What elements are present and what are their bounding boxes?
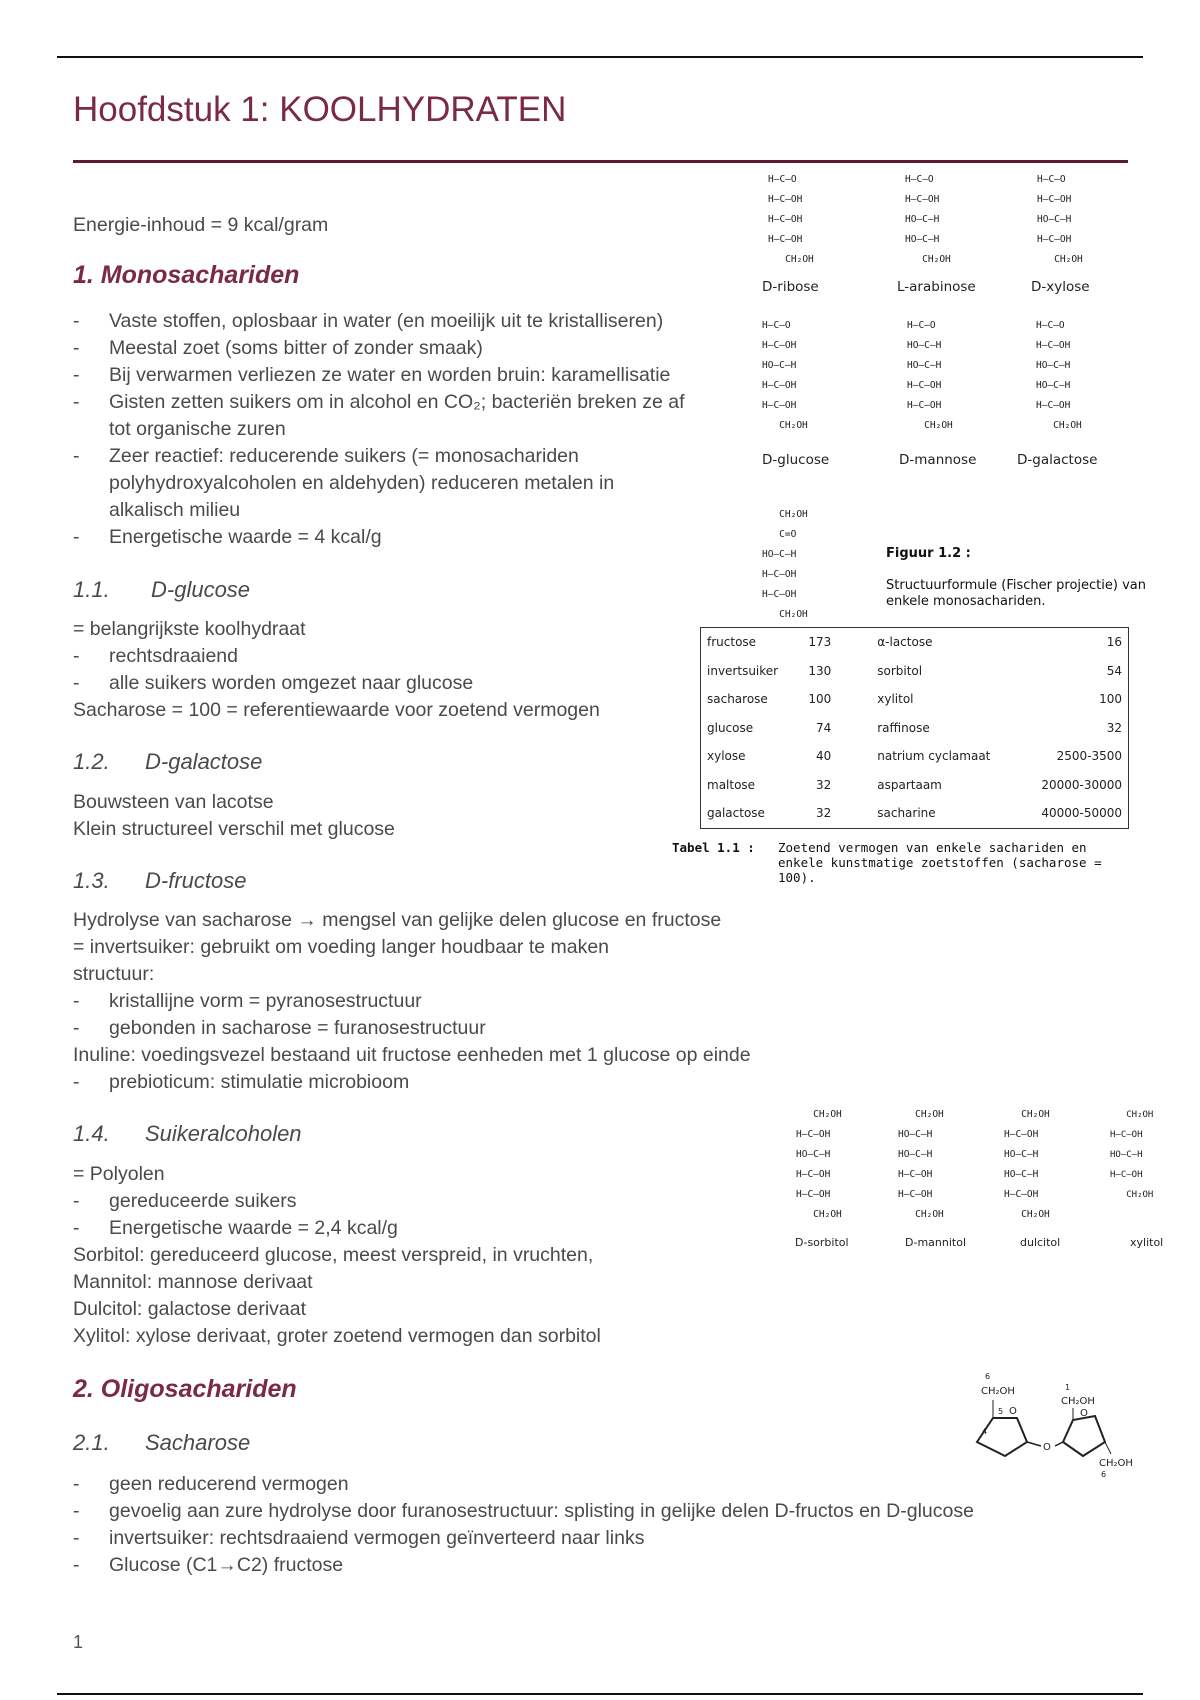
list-item: - Bij verwarmen verliezen ze water en worden bruin: karamellisatie bbox=[73, 362, 713, 389]
list-item: - geen reducerend vermogen bbox=[73, 1471, 974, 1498]
polyol-line-1: = Polyolen bbox=[73, 1163, 165, 1185]
table-cell: 74 bbox=[815, 720, 832, 735]
table-cell: 32 bbox=[815, 806, 832, 821]
list-item: - Glucose (C1→C2) fructose bbox=[73, 1552, 974, 1579]
fischer-d-glucose: H—C—O H—C—OH HO—C—H H—C—OH H—C—OH CH₂OH bbox=[762, 320, 808, 431]
table-cell: xylitol bbox=[877, 692, 914, 707]
subheading-title: Sacharose bbox=[145, 1430, 251, 1455]
list-item: - Meestal zoet (soms bitter of zonder smaak) bbox=[73, 335, 713, 362]
fischer-d-mannitol: CH₂OH HO—C—H HO—C—H H—C—OH H—C—OH CH₂OH bbox=[898, 1109, 944, 1220]
table-cell: galactose bbox=[707, 806, 765, 821]
subheading-d-glucose bbox=[73, 577, 250, 603]
table-cell: xylose bbox=[707, 749, 746, 764]
subheading-sacharose bbox=[73, 1430, 250, 1456]
table-cell: 32 bbox=[1106, 720, 1122, 735]
table-cell: maltose bbox=[707, 777, 756, 792]
sucrose-label: CH₂OH bbox=[981, 1386, 1015, 1397]
list-item: - gevoelig aan zure hydrolyse door furanosestructuur: splisting in gelijke delen D-fructos en D-glucose bbox=[73, 1498, 974, 1525]
glucose-line-1: = belangrijkste koolhydraat bbox=[73, 618, 306, 640]
galactose-line-1: Bouwsteen van lacotse bbox=[73, 791, 274, 813]
table-row bbox=[701, 628, 1129, 657]
polyol-line: Xylitol: xylose derivaat, groter zoetend vermogen dan sorbitol bbox=[73, 1325, 601, 1347]
sucrose-label: CH₂OH bbox=[1099, 1458, 1133, 1469]
table-cell: natrium cyclamaat bbox=[877, 749, 991, 764]
table-cell: 16 bbox=[1106, 635, 1122, 650]
sucrose-label: 5 bbox=[998, 1407, 1004, 1416]
table-row bbox=[701, 657, 1129, 686]
figure-caption bbox=[886, 546, 1146, 610]
table-cell: sacharine bbox=[877, 806, 936, 821]
figure-caption-label: Figuur 1.2 : bbox=[886, 546, 971, 561]
table-caption-text: Zoetend vermogen van enkele sachariden en enkele kunstmatige zoetstoffen (sacharose = 100). bbox=[778, 840, 1102, 885]
fructose-line-2: = invertsuiker: gebruikt om voeding langer houdbaar te maken bbox=[73, 936, 610, 958]
monosachariden-list bbox=[73, 308, 713, 551]
section-heading-oligosachariden: 2. Oligosachariden bbox=[73, 1375, 297, 1403]
inuline-list bbox=[73, 1069, 409, 1096]
fischer-dulcitol: CH₂OH H—C—OH HO—C—H HO—C—H H—C—OH CH₂OH bbox=[1004, 1109, 1050, 1220]
label-d-ribose: D-ribose bbox=[762, 279, 819, 295]
label-d-sorbitol: D-sorbitol bbox=[795, 1236, 849, 1249]
subheading-title: D-galactose bbox=[145, 749, 263, 774]
subheading-suikeralcoholen bbox=[73, 1121, 302, 1147]
sucrose-label: O bbox=[1080, 1408, 1088, 1419]
list-item: - gereduceerde suikers bbox=[73, 1188, 398, 1215]
sacharose-list bbox=[73, 1471, 974, 1579]
fischer-d-mannose: H—C—O HO—C—H HO—C—H H—C—OH H—C—OH CH₂OH bbox=[907, 320, 953, 431]
list-item: - prebioticum: stimulatie microbioom bbox=[73, 1069, 409, 1096]
fischer-d-ribose: H—C—O H—C—OH H—C—OH H—C—OH CH₂OH bbox=[768, 174, 814, 265]
sucrose-label: 4 bbox=[982, 1427, 988, 1436]
list-item: - kristallijne vorm = pyranosestructuur bbox=[73, 988, 486, 1015]
table-cell: 32 bbox=[815, 777, 832, 792]
list-item: - Zeer reactief: reducerende suikers (= monosachariden polyhydroxyalcoholen en aldehyden) reduceren metalen in alkalisch milieu bbox=[73, 443, 649, 524]
fischer-fructose: CH₂OH C=O HO—C—H H—C—OH H—C—OH CH₂OH bbox=[762, 509, 808, 620]
subheading-title: D-fructose bbox=[145, 868, 247, 893]
glycosidic-bond bbox=[1027, 1442, 1041, 1446]
subheading-d-galactose bbox=[73, 749, 262, 775]
table-row bbox=[701, 685, 1129, 714]
list-item: - Vaste stoffen, oplosbaar in water (en moeilijk uit te kristalliseren) bbox=[73, 308, 713, 335]
label-dulcitol: dulcitol bbox=[1020, 1236, 1061, 1249]
glucose-list bbox=[73, 643, 473, 697]
table-cell: 100 bbox=[808, 692, 832, 707]
table-row bbox=[701, 771, 1129, 800]
sucrose-structure bbox=[965, 1370, 1150, 1485]
table-cell: sorbitol bbox=[877, 663, 923, 678]
subheading-title: D-glucose bbox=[151, 577, 251, 602]
table-cell: 130 bbox=[808, 663, 832, 678]
table-cell: 20000-30000 bbox=[1041, 777, 1122, 792]
fischer-d-xylose: H—C—O H—C—OH HO—C—H H—C—OH CH₂OH bbox=[1037, 174, 1083, 265]
fructose-line-4: Inuline: voedingsvezel bestaand uit fructose eenheden met 1 glucose op einde bbox=[73, 1044, 751, 1066]
top-rule bbox=[57, 56, 1143, 58]
sucrose-label: O bbox=[1009, 1406, 1017, 1417]
page-title: Hoofdstuk 1: KOOLHYDRATEN bbox=[73, 90, 567, 129]
table-cell: α-lactose bbox=[877, 635, 933, 650]
table-cell: glucose bbox=[707, 720, 754, 735]
table-cell: fructose bbox=[707, 635, 757, 650]
subheading-number: 1.4. bbox=[73, 1121, 110, 1146]
list-item: - alle suikers worden omgezet naar glucose bbox=[73, 670, 473, 697]
table-cell: invertsuiker bbox=[707, 663, 779, 678]
list-item: - Gisten zetten suikers om in alcohol en CO₂; bacteriën breken ze af tot organische zuren bbox=[73, 389, 689, 443]
sucrose-label: 1 bbox=[1065, 1383, 1071, 1392]
list-item: - invertsuiker: rechtsdraaiend vermogen geïnverteerd naar links bbox=[73, 1525, 974, 1552]
subheading-number: 2.1. bbox=[73, 1430, 110, 1455]
table-cell: 40 bbox=[815, 749, 832, 764]
subheading-number: 1.3. bbox=[73, 868, 110, 893]
list-item: - Energetische waarde = 4 kcal/g bbox=[73, 524, 713, 551]
polyol-line: Sorbitol: gereduceerd glucose, meest verspreid, in vruchten, bbox=[73, 1244, 594, 1266]
table-cell: sacharose bbox=[707, 692, 768, 707]
bottom-rule bbox=[57, 1693, 1143, 1695]
table-cell: 54 bbox=[1106, 663, 1122, 678]
polyol-line: Dulcitol: galactose derivaat bbox=[73, 1298, 307, 1320]
sucrose-label: 6 bbox=[985, 1372, 991, 1381]
table-row bbox=[701, 799, 1129, 828]
glycosidic-bond bbox=[1055, 1442, 1063, 1446]
fischer-d-sorbitol: CH₂OH H—C—OH HO—C—H H—C—OH H—C—OH CH₂OH bbox=[796, 1109, 842, 1220]
fructose-ring bbox=[1063, 1416, 1105, 1456]
glucose-line-2: Sacharose = 100 = referentiewaarde voor zoetend vermogen bbox=[73, 699, 600, 721]
polyol-line: Mannitol: mannose derivaat bbox=[73, 1271, 313, 1293]
subheading-number: 1.2. bbox=[73, 749, 110, 774]
fructose-line-3: structuur: bbox=[73, 963, 155, 985]
sucrose-label: CH₂OH bbox=[1061, 1396, 1095, 1407]
glucose-ring bbox=[977, 1418, 1027, 1456]
label-d-mannose: D-mannose bbox=[899, 452, 977, 468]
label-xylitol: xylitol bbox=[1130, 1236, 1164, 1249]
label-l-arabinose: L-arabinose bbox=[897, 279, 976, 295]
polyol-list bbox=[73, 1188, 398, 1242]
table-cell: 100 bbox=[1099, 692, 1122, 707]
list-item: - rechtsdraaiend bbox=[73, 643, 473, 670]
fructose-line-1: Hydrolyse van sacharose → mengsel van gelijke delen glucose en fructose bbox=[73, 909, 722, 931]
table-cell: 2500-3500 bbox=[1056, 749, 1122, 764]
label-d-glucose: D-glucose bbox=[762, 452, 830, 468]
sucrose-label: 6 bbox=[1101, 1470, 1107, 1479]
table-caption-label: Tabel 1.1 : bbox=[672, 840, 755, 855]
label-d-mannitol: D-mannitol bbox=[905, 1236, 966, 1249]
table-cell: raffinose bbox=[877, 720, 930, 735]
galactose-line-2: Klein structureel verschil met glucose bbox=[73, 818, 395, 840]
list-item: - gebonden in sacharose = furanosestructuur bbox=[73, 1015, 486, 1042]
table-cell: 173 bbox=[808, 635, 832, 650]
table-cell: 40000-50000 bbox=[1041, 806, 1122, 821]
list-item: - Energetische waarde = 2,4 kcal/g bbox=[73, 1215, 398, 1242]
fischer-xylitol: CH₂OH H—C—OH HO—C—H H—C—OH CH₂OH bbox=[1110, 1110, 1154, 1200]
sucrose-label: O bbox=[1043, 1442, 1051, 1453]
subheading-title: Suikeralcoholen bbox=[145, 1121, 302, 1146]
table-caption bbox=[672, 840, 1144, 885]
label-d-xylose: D-xylose bbox=[1031, 279, 1090, 295]
energy-line: Energie-inhoud = 9 kcal/gram bbox=[73, 214, 329, 236]
table-cell: aspartaam bbox=[877, 777, 942, 792]
fischer-d-galactose: H—C—O H—C—OH HO—C—H HO—C—H H—C—OH CH₂OH bbox=[1036, 320, 1082, 431]
table-row bbox=[701, 742, 1129, 771]
section-heading-monosachariden: 1. Monosachariden bbox=[73, 261, 300, 289]
subheading-d-fructose bbox=[73, 868, 246, 894]
sweetness-table bbox=[700, 627, 1129, 829]
fischer-l-arabinose: H—C—O H—C—OH HO—C—H HO—C—H CH₂OH bbox=[905, 174, 951, 265]
fructose-list bbox=[73, 988, 486, 1042]
subheading-number: 1.1. bbox=[73, 577, 110, 602]
page-number: 1 bbox=[73, 1632, 84, 1652]
bond-line bbox=[1105, 1442, 1111, 1454]
figure-caption-text: Structuurformule (Fischer projectie) van enkele monosachariden. bbox=[886, 578, 1146, 609]
label-d-galactose: D-galactose bbox=[1017, 452, 1098, 468]
table-row bbox=[701, 714, 1129, 743]
title-underline bbox=[73, 160, 1128, 163]
